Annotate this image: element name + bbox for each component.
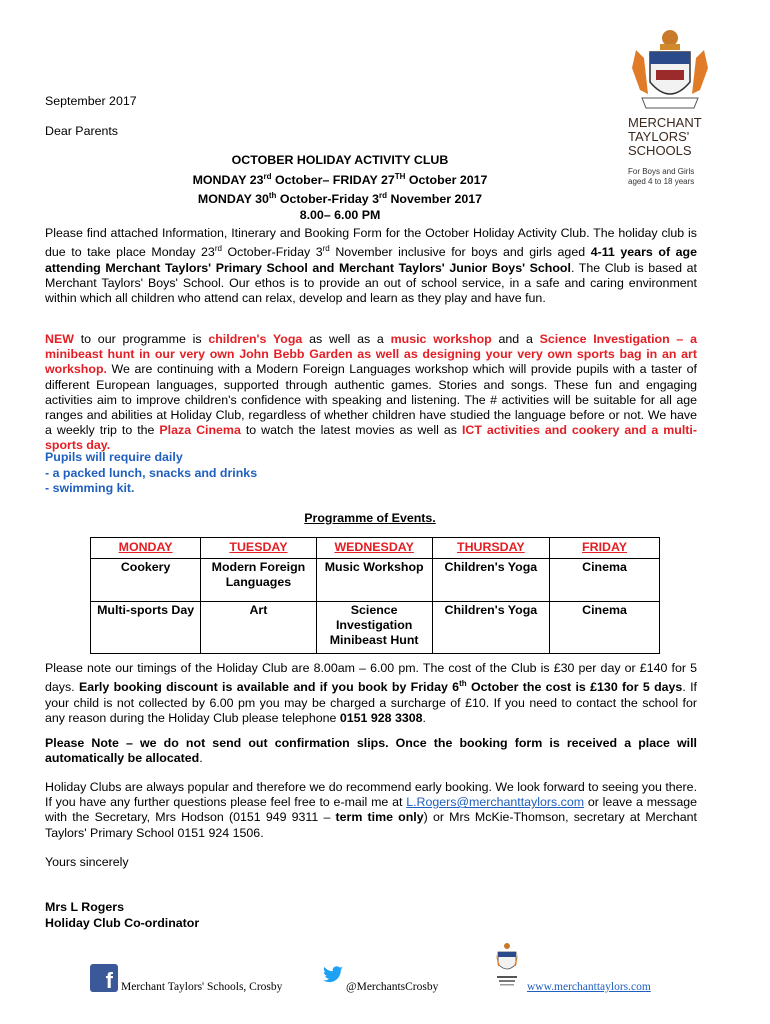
heading-line-4: 8.00– 6.00 PM xyxy=(299,207,381,222)
heading-line-2: MONDAY 23rd October– FRIDAY 27TH October 2017 xyxy=(192,171,488,187)
facebook-icon[interactable]: f xyxy=(90,964,118,992)
header-friday: FRIDAY xyxy=(550,538,660,559)
brand-line-3: SCHOOLS xyxy=(628,143,692,158)
signatory-role: Holiday Club Co-ordinator xyxy=(45,915,200,930)
table-cell: Multi-sports Day xyxy=(91,602,201,654)
table-cell: Science Investigation Minibeast Hunt xyxy=(316,602,432,654)
email-link[interactable]: L.Rogers@merchanttaylors.com xyxy=(406,795,585,810)
brand-line-2: TAYLORS' xyxy=(628,129,690,144)
closing: Yours sincerely xyxy=(45,855,129,869)
brand-tagline xyxy=(628,167,718,187)
table-cell: Art xyxy=(201,602,316,654)
header-tuesday: TUESDAY xyxy=(201,538,316,559)
requirements-list xyxy=(45,450,257,497)
signature xyxy=(45,900,199,931)
table-row xyxy=(91,602,660,654)
twitter-icon[interactable] xyxy=(322,966,344,984)
header-wednesday: WEDNESDAY xyxy=(316,538,432,559)
table-cell: Cookery xyxy=(91,559,201,602)
signatory-name: Mrs L Rogers xyxy=(45,900,124,914)
programme-paragraph: NEW to our programme is children's Yoga as well as a music workshop and a Science Investigation – a minibeast hunt in our very own John Bebb Garden as well as designing your very own sports bag in an art workshop. We are continuing with a Modern Foreign Languages workshop which will provide pupils with a taster of different European languages, supported through authentic games. Stories and songs. These fun and engaging activities aim to improve children's confidence with speaking and listening. The # activities will be suitable for all age ranges and abilities at Holiday Club, regardless of whether children have studied the language before or not. We have a weekly trip to the Plaza Cinema to watch the latest movies as well as ICT activities and cookery and a multi-sports day. xyxy=(45,332,697,453)
requirement-item: - a packed lunch, snacks and drinks xyxy=(45,465,258,480)
school-crest-logo xyxy=(622,28,718,114)
facebook-label: Merchant Taylors' Schools, Crosby xyxy=(121,981,283,993)
contact-paragraph: Holiday Clubs are always popular and therefore we do recommend early booking. We look forward to seeing you there. If you have any further questions please feel free to e-mail me at L.Rogers@merchanttaylors.com or leave a message with the Secretary, Mrs Hodson (0151 949 9311 – term time only) or Mrs McKie-Thomson, secretary at Merchant Taylors' Primary School 0151 924 1506. xyxy=(45,780,698,840)
tagline-line-2: aged 4 to 18 years xyxy=(628,177,695,186)
heading-line-3: MONDAY 30th October-Friday 3rd November 2017 xyxy=(197,191,483,207)
requirement-heading: Pupils will require daily xyxy=(45,450,183,464)
letter-date: September 2017 xyxy=(45,94,137,108)
table-cell: Music Workshop xyxy=(316,559,432,602)
tagline-line-1: For Boys and Girls xyxy=(628,167,695,176)
schedule-table xyxy=(90,537,660,654)
table-row xyxy=(91,559,660,602)
letter-heading xyxy=(130,153,550,223)
header-monday: MONDAY xyxy=(91,538,201,559)
brand-name xyxy=(628,116,718,158)
table-cell: Cinema xyxy=(550,559,660,602)
header-thursday: THURSDAY xyxy=(432,538,549,559)
table-cell: Modern Foreign Languages xyxy=(201,559,316,602)
heading-line-1: OCTOBER HOLIDAY ACTIVITY CLUB xyxy=(231,153,449,167)
twitter-label: @MerchantsCrosby xyxy=(346,981,439,993)
table-cell: Cinema xyxy=(550,602,660,654)
timings-paragraph: Please note our timings of the Holiday Club are 8.00am – 6.00 pm. The cost of the Club is £30 per day or £140 for 5 days. Early booking discount is available and if you book by Friday 6th October the cost is £130 for 5 days. If your child is not collected by 6.00 pm you may be charged a surcharge of £10. If you need to contact the school for any reason during the Holiday Club please telephone 0151 928 3308. xyxy=(45,661,697,725)
table-cell: Children's Yoga xyxy=(432,559,549,602)
table-cell: Children's Yoga xyxy=(432,602,549,654)
intro-paragraph: Please find attached Information, Itinerary and Booking Form for the October Holiday Activity Club. The holiday club is due to take place Monday 23rd October-Friday 3rd November inclusive for boys and girls aged 4-11 years of age attending Merchant Taylors' Primary School and Merchant Taylors' Junior Boys' School. The Club is based at Merchant Taylors' Boys' School. Our ethos is to provide an out of school service, in a safe and caring environment within which all children who attend can relax, develop and learn as they play and have fun. xyxy=(45,226,697,305)
requirement-item: - swimming kit. xyxy=(45,481,135,495)
website-link[interactable]: www.merchanttaylors.com xyxy=(527,981,651,993)
table-header-row xyxy=(91,538,660,559)
programme-title: Programme of Events. xyxy=(304,511,436,525)
salutation: Dear Parents xyxy=(45,124,119,138)
brand-line-1: MERCHANT xyxy=(628,115,702,130)
school-crest-small-icon xyxy=(494,942,520,990)
note-paragraph: Please Note – we do not send out confirmation slips. Once the booking form is received a place will automatically be allocated. xyxy=(45,736,697,766)
